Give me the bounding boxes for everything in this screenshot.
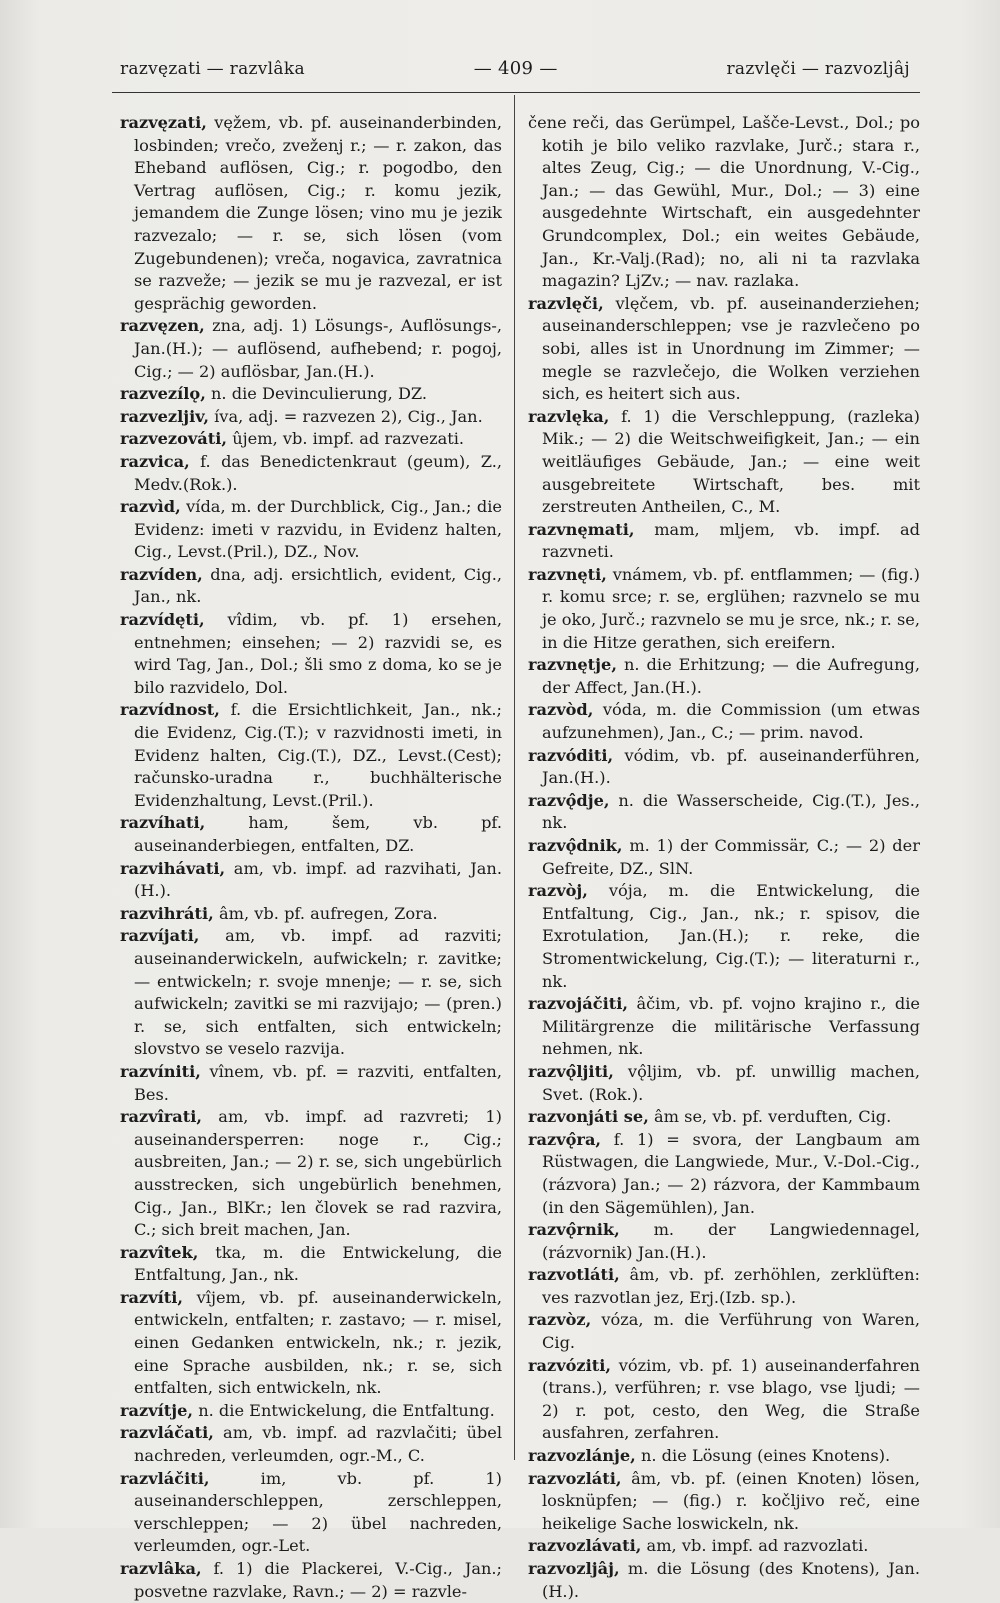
entry-definition: vója, m. die Entwickelung, die Entfaltung, Cig., Jan., nk.; r. spisov, die Exrotulation, Jan.(H.); r. reke, die Stromentwickelung, Cig.(T.); — literaturni r., nk.	[542, 881, 920, 991]
dictionary-entry	[120, 609, 502, 699]
entry-headword: razvnęmati,	[528, 519, 635, 539]
entry-headword: razvóziti,	[528, 1355, 612, 1375]
entry-headword: razvíjati,	[120, 926, 200, 946]
dictionary-entry	[120, 564, 502, 609]
entry-definition: zna, adj. 1) Lösungs-, Auflösungs-, Jan.(H.); — auflösend, aufhebend; r. pogoj, Cig.; — 2) auflösbar, Jan.(H.).	[134, 316, 502, 381]
entry-definition: âm, vb. pf. (einen Knoten) lösen, losknüpfen; — (fig.) r. kočljivo reč, eine heikelige Sache loswickeln, nk.	[542, 1468, 920, 1533]
entry-headword: razvòj,	[528, 881, 588, 901]
entry-definition: íva, adj. = razvezen 2), Cig., Jan.	[208, 406, 483, 426]
dictionary-entry	[528, 519, 920, 564]
entry-definition: am, vb. impf. ad razvreti; 1) auseinandersperren: noge r., Cig.; ausbreiten, Jan.; — 2) r. se, sich ungebürlich ausstrecken, sich ungebürlich benehmen, Cig., Jan., BlKr.; len človek se rad razvira, C.; sich breit machen, Jan.	[134, 1107, 502, 1240]
dictionary-entry	[528, 406, 920, 519]
dictionary-entry	[528, 1535, 920, 1558]
entry-headword: razvihráti,	[120, 903, 214, 923]
entry-definition: vîjem, vb. pf. auseinanderwickeln, entwickeln, entfalten; r. zastavo; — r. misel, einen Gedanken entwickeln, nk.; r. jezik, eine Sprache ausbilden, nk.; r. se, sich entfalten, sich entwickeln, nk.	[134, 1287, 502, 1398]
entry-headword: razvíniti,	[120, 1061, 201, 1081]
entry-definition: f. 1) = svora, der Langbaum am Rüstwagen, die Langwiede, Mur., V.-Dol.-Cig., (rázvora) Jan.; — 2) rázvora, der Kammbaum (in den Sägemühlen), Jan.	[542, 1129, 920, 1217]
dictionary-entry	[120, 428, 502, 451]
dictionary-entry	[120, 903, 502, 926]
entry-definition: âčim, vb. pf. vojno krajino r., die Militärgrenze die militärische Verfassung nehmen, nk.	[542, 994, 920, 1059]
entry-definition: vǫ̂ljim, vb. pf. unwillig machen, Svet. (Rok.).	[542, 1061, 920, 1104]
dictionary-entry	[528, 293, 920, 406]
header-rule	[112, 92, 920, 93]
entry-headword: razvíden,	[120, 564, 203, 584]
entry-headword: razvîrati,	[120, 1107, 203, 1127]
entry-headword: razvǫ̂dnik,	[528, 836, 623, 855]
running-header	[120, 58, 910, 79]
entry-headword: razvica,	[120, 451, 190, 471]
dictionary-entry	[120, 383, 502, 406]
entry-definition: tka, m. die Entwickelung, die Entfaltung, Jan., nk.	[134, 1242, 502, 1285]
entry-definition: f. 1) die Verschleppung, (razleka) Mik.; — 2) die Weitschweifigkeit, Jan.; — ein weitläufiges Gebäude, Jan.; — eine weit ausgebreitete Wirtschaft, bes. mit zerstreuten Antheilen, C., M.	[542, 406, 920, 517]
entry-headword: razvihávati,	[120, 858, 226, 878]
entry-definition: am, vb. impf. ad razviti; auseinanderwickeln, aufwickeln; r. zavitke; — entwickeln; r. svoje mnenje; — r. se, sich aufwickeln; zavitki se mi razvijajo; — (pren.) r. se, sich entfalten, sich entwickeln; slovstvo se veselo razvija.	[134, 926, 502, 1059]
entry-headword: razvláčiti,	[120, 1468, 210, 1488]
dictionary-entry	[528, 993, 920, 1061]
entry-headword: razvîtek,	[120, 1242, 199, 1262]
entry-headword: razvezílǫ,	[120, 384, 206, 404]
dictionary-entry	[528, 1558, 920, 1603]
entry-headword: razvezováti,	[120, 429, 228, 449]
dictionary-entry	[528, 880, 920, 993]
entry-definition: vódim, vb. pf. auseinanderführen, Jan.(H.).	[542, 745, 920, 788]
page-number: — 409 —	[473, 58, 558, 79]
entry-definition: f. 1) die Plackerei, V.-Cig., Jan.; posvetne razvlake, Ravn.; — 2) = razvle-	[134, 1559, 502, 1601]
entry-headword: razvòd,	[528, 700, 594, 720]
entry-definition: vída, m. der Durchblick, Cig., Jan.; die Evidenz: imeti v razvidu, in Evidenz halten, Cig., Levst.(Pril.), DZ., Nov.	[134, 497, 502, 562]
entry-definition: vnámem, vb. pf. entflammen; — (fig.) r. komu srce; r. se, erglühen; razvnelo se mu je oko, Jurč.; razvnelo se mu je srce, nk.; r. se, in die Hitze gerathen, sich ereifern.	[542, 564, 920, 652]
entry-headword: razvóditi,	[528, 745, 614, 765]
dictionary-entry	[120, 1287, 502, 1400]
entry-headword: razvìd,	[120, 497, 181, 517]
dictionary-entry	[528, 1129, 920, 1219]
left-column	[120, 112, 502, 1603]
dictionary-entry	[120, 925, 502, 1061]
entry-definition: am, vb. impf. ad razvlačiti; übel nachreden, verleumden, ogr.-M., C.	[134, 1423, 502, 1466]
dictionary-entry	[120, 496, 502, 564]
entry-definition: f. die Ersichtlichkeit, Jan., nk.; die Evidenz, Cig.(T.); v razvidnosti imeti, in Evidenz halten, Cig.(T.), DZ., Levst.(Cest); računsko-uradna r., buchhälterische Evidenzhaltung, Levst.(Pril.).	[134, 700, 502, 810]
dictionary-entry	[120, 1468, 502, 1558]
dictionary-entry	[528, 654, 920, 699]
entry-definition: m. der Langwiedennagel, (rázvornik) Jan.(H.).	[542, 1220, 920, 1262]
entry-headword: razvláčati,	[120, 1423, 214, 1443]
header-left-guideword: razvęzati — razvlâka	[120, 59, 305, 79]
entry-definition: n. die Lösung (eines Knotens).	[635, 1446, 891, 1466]
right-column	[528, 112, 920, 1603]
entry-headword: razvíhati,	[120, 813, 206, 833]
dictionary-entry	[120, 1242, 502, 1287]
dictionary-entry	[120, 812, 502, 857]
entry-headword: razvlâka,	[120, 1559, 202, 1578]
entry-headword: razvęzati,	[120, 113, 207, 132]
dictionary-entry	[528, 1264, 920, 1309]
dictionary-entry	[120, 1422, 502, 1467]
entry-definition: čene reči, das Gerümpel, Lašče-Levst., Dol.; po kotih je bilo veliko razvlake, Jurč.; stara r., altes Zeug, Cig.; — die Unordnung, V.-Cig., Jan.; — das Gewühl, Mur., Dol.; — 3) eine ausgedehnte Wirtschaft, ein ausgedehnter Grundcomplex, Dol.; ein weites Gebäude, Jan., Kr.-Valj.(Rad); no, ali ni ta razvlaka magazin? LjZv.; — nav. razlaka.	[528, 113, 920, 291]
entry-definition: mam, mljem, vb. impf. ad razvneti.	[542, 519, 920, 562]
entry-headword: razvlęči,	[528, 293, 604, 313]
entry-headword: razvǫ̂ra,	[528, 1129, 602, 1149]
entry-headword: razvǫ̂dje,	[528, 790, 610, 810]
entry-definition: vóda, m. die Commission (um etwas aufzunehmen), Jan., C.; — prim. navod.	[542, 700, 920, 743]
dictionary-entry	[120, 112, 502, 315]
dictionary-entry	[120, 1400, 502, 1423]
entry-headword: razvǫ̂ljiti,	[528, 1061, 614, 1081]
entry-definition: n. die Erhitzung; — die Aufregung, der Affect, Jan.(H.).	[542, 655, 920, 697]
entry-headword: razvíti,	[120, 1287, 184, 1307]
dictionary-entry	[528, 1445, 920, 1468]
dictionary-entry	[528, 835, 920, 880]
entry-headword: razvòz,	[528, 1310, 592, 1330]
dictionary-entry	[528, 1309, 920, 1354]
dictionary-entry	[120, 858, 502, 903]
entry-definition: vęžem, vb. pf. auseinanderbinden, losbinden; vrečo, zveženj r.; — r. zakon, das Eheband auflösen, Cig.; r. pogodbo, den Vertrag auflösen, Cig.; r. komu jezik, jemandem die Zunge lösen; vino mu je jezik razvezalo; — r. se, sich lösen (vom Zugebundenen); vreča, nogavica, zavratnica se razveže; — jezik se mu je razvezal, er ist gesprächig geworden.	[134, 113, 502, 313]
entry-headword: razvozljâj,	[528, 1559, 620, 1578]
entry-headword: razvídnost,	[120, 700, 220, 720]
dictionary-entry	[120, 1558, 502, 1603]
entry-headword: razvnętje,	[528, 655, 617, 675]
entry-definition: im, vb. pf. 1) auseinanderschleppen, zerschleppen, verschleppen; — 2) übel nachreden, verleumden, ogr.-Let.	[134, 1468, 502, 1556]
dictionary-entry	[528, 790, 920, 835]
entry-definition: n. die Entwickelung, die Entfaltung.	[193, 1400, 495, 1420]
entry-definition: am, vb. impf. ad razvozlati.	[641, 1536, 869, 1556]
entry-headword: razvonjáti se,	[528, 1107, 649, 1127]
entry-definition: m. die Lösung (des Knotens), Jan. (H.).	[542, 1559, 920, 1601]
column-divider	[514, 95, 515, 1460]
entry-headword: razvídęti,	[120, 610, 205, 630]
dictionary-entry	[528, 564, 920, 654]
dictionary-entry	[528, 745, 920, 790]
entry-headword: razvozláti,	[528, 1468, 622, 1488]
entry-definition: f. das Benedictenkraut (geum), Z., Medv.(Rok.).	[134, 451, 502, 494]
entry-definition: dna, adj. ersichtlich, evident, Cig., Jan., nk.	[134, 564, 502, 607]
entry-headword: razvotláti,	[528, 1265, 620, 1285]
entry-definition: ûjem, vb. impf. ad razvezati.	[227, 429, 465, 449]
entry-headword: razvozlánje,	[528, 1446, 636, 1466]
entry-definition: vóza, m. die Verführung von Waren, Cig.	[542, 1310, 920, 1353]
entry-definition: âm se, vb. pf. verduften, Cig.	[648, 1107, 892, 1127]
dictionary-entry	[120, 451, 502, 496]
entry-headword: razvǫ̂rnik,	[528, 1220, 620, 1240]
header-right-guideword: razvlęči — razvozljâj	[726, 59, 910, 79]
entry-definition: n. die Devinculierung, DZ.	[205, 384, 428, 404]
entry-definition: âm, vb. pf. zerhöhlen, zerklüften: ves razvotlan jez, Erj.(Izb. sp.).	[542, 1265, 920, 1307]
entry-headword: razvnęti,	[528, 564, 607, 584]
entry-headword: razvezljiv,	[120, 406, 209, 426]
dictionary-entry	[528, 1061, 920, 1106]
entry-definition: vlęčem, vb. pf. auseinanderziehen; auseinanderschleppen; vse je razvlečeno po sobi, alles ist in Unordnung im Zimmer; — megle se razvlečejo, die Wolken verziehen sich, es heitert sich aus.	[542, 293, 920, 404]
entry-definition: am, vb. impf. ad razvihati, Jan. (H.).	[134, 858, 502, 901]
entry-headword: razvęzen,	[120, 316, 205, 336]
entry-definition: ham, šem, vb. pf. auseinanderbiegen, entfalten, DZ.	[134, 813, 502, 855]
entry-definition: vînem, vb. pf. = razviti, entfalten, Bes.	[134, 1061, 502, 1104]
entry-definition: n. die Wasserscheide, Cig.(T.), Jes., nk.	[542, 790, 920, 833]
dictionary-entry	[528, 112, 920, 293]
entry-definition: m. 1) der Commissär, C.; — 2) der Gefreite, DZ., SlN.	[542, 836, 920, 878]
dictionary-entry	[528, 1468, 920, 1536]
entry-headword: razvlęka,	[528, 406, 610, 426]
entry-definition: âm, vb. pf. aufregen, Zora.	[213, 903, 438, 923]
entry-headword: razvozlávati,	[528, 1536, 642, 1556]
dictionary-entry	[528, 1355, 920, 1445]
dictionary-entry	[120, 406, 502, 429]
dictionary-entry	[120, 315, 502, 383]
entry-definition: vîdim, vb. pf. 1) ersehen, entnehmen; einsehen; — 2) razvidi se, es wird Tag, Jan., Dol.; šli smo z doma, ko se je bilo razvidelo, Dol.	[134, 610, 502, 697]
entry-headword: razvítje,	[120, 1400, 194, 1420]
entry-definition: vózim, vb. pf. 1) auseinanderfahren (trans.), verführen; r. vse blago, vse ljudi; — 2) r. pot, cesto, den Weg, die Straße ausfahren, zerfahren.	[542, 1355, 920, 1443]
dictionary-entry	[528, 699, 920, 744]
dictionary-entry	[120, 1106, 502, 1242]
dictionary-entry	[528, 1219, 920, 1264]
dictionary-entry	[120, 1061, 502, 1106]
dictionary-entry	[528, 1106, 920, 1129]
dictionary-entry	[120, 699, 502, 812]
entry-headword: razvojáčiti,	[528, 994, 629, 1014]
